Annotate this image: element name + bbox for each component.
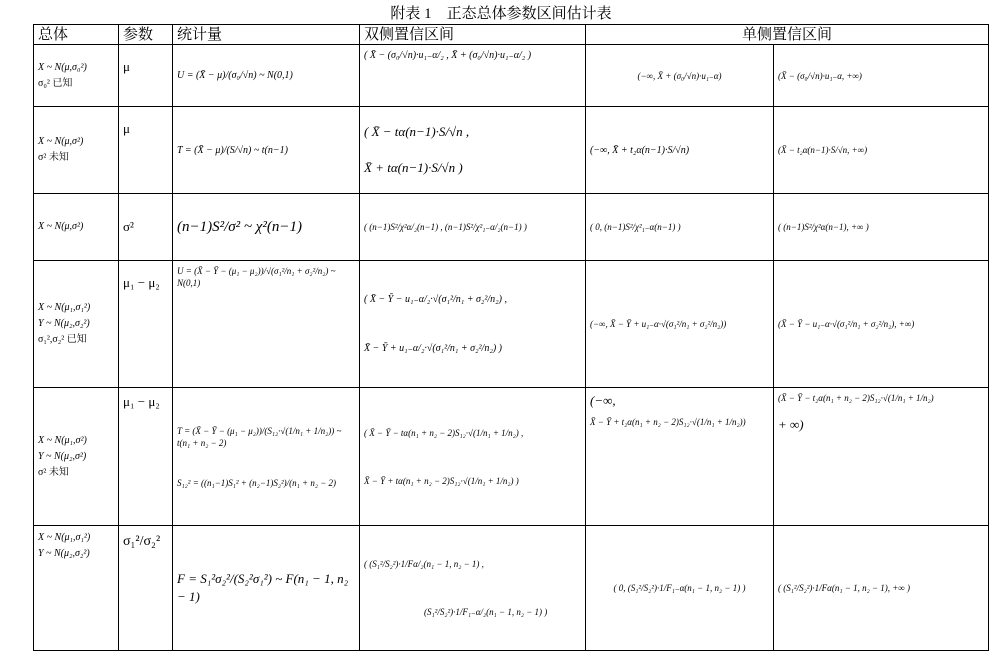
- header-one-sided: 单侧置信区间: [586, 25, 989, 45]
- one-sided-upper-cell: (X̄ − Ȳ − t₂α(n₁ + n₂ − 2)S₁₂·√(1/n₁ + 1/n₂) + ∞): [774, 388, 989, 526]
- parameter-cell: μ₁ − μ₂: [119, 388, 173, 526]
- two-sided-cell: ( X̄ − tα(n−1)·S/√n , X̄ + tα(n−1)·S/√n ): [360, 107, 586, 194]
- parameter-cell: μ: [119, 45, 173, 107]
- two-sided-cell: ( (S₁²/S₂²)·1/Fα/₂(n₁ − 1, n₂ − 1) , (S₁²/S₂²)·1/F₁₋α/₂(n₁ − 1, n₂ − 1) ): [360, 526, 586, 651]
- population-cell: X ~ N(μ₁,σ₁²) Y ~ N(μ₂,σ₂²) σ₁²,σ₂² 已知: [34, 261, 119, 388]
- parameter-cell: μ₁ − μ₂: [119, 261, 173, 388]
- table-row: [34, 45, 989, 107]
- one-sided-lower-cell: (−∞, X̄ + t₂α(n−1)·S/√n): [586, 107, 774, 194]
- one-sided-upper-cell: ( (n−1)S²/χ²α(n−1), +∞ ): [774, 194, 989, 261]
- parameter-cell: μ: [119, 107, 173, 194]
- table-row: [34, 107, 989, 194]
- statistic-cell: U = (X̄ − Ȳ − (μ₁ − μ₂))/√(σ₁²/n₁ + σ₂²/n₂) ~ N(0,1): [173, 261, 360, 388]
- population-cell: X ~ N(μ,σ₀²) σ₀² 已知: [34, 45, 119, 107]
- table-row: [34, 388, 989, 526]
- parameter-cell: σ²: [119, 194, 173, 261]
- confidence-interval-table: [33, 24, 989, 651]
- one-sided-lower-cell: (−∞, X̄ − Ȳ + t₂α(n₁ + n₂ − 2)S₁₂·√(1/n₁ + 1/n₂)): [586, 388, 774, 526]
- table-row: [34, 526, 989, 651]
- population-cell: X ~ N(μ,σ²): [34, 194, 119, 261]
- population-cell: X ~ N(μ₁,σ₁²) Y ~ N(μ₂,σ₂²): [34, 526, 119, 651]
- statistic-cell: T = (X̄ − Ȳ − (μ₁ − μ₂))/(S₁₂·√(1/n₁ + 1/n₂)) ~ t(n₁ + n₂ − 2) S₁₂² = ((n₁−1)S₁² + (n₂−1)S₂²)/(n₁ + n₂ − 2): [173, 388, 360, 526]
- statistic-cell: T = (X̄ − μ)/(S/√n) ~ t(n−1): [173, 107, 360, 194]
- one-sided-upper-cell: (X̄ − Ȳ − u₁₋α·√(σ₁²/n₁ + σ₂²/n₂), +∞): [774, 261, 989, 388]
- one-sided-lower-cell: (−∞, X̄ − Ȳ + u₁₋α·√(σ₁²/n₁ + σ₂²/n₂)): [586, 261, 774, 388]
- one-sided-lower-cell: ( 0, (S₁²/S₂²)·1/F₁₋α(n₁ − 1, n₂ − 1) ): [586, 526, 774, 651]
- two-sided-cell: ( X̄ − Ȳ − tα(n₁ + n₂ − 2)S₁₂·√(1/n₁ + 1/n₂) , X̄ − Ȳ + tα(n₁ + n₂ − 2)S₁₂·√(1/n₁ + 1/n₂) ): [360, 388, 586, 526]
- one-sided-upper-cell: ( (S₁²/S₂²)·1/Fα(n₁ − 1, n₂ − 1), +∞ ): [774, 526, 989, 651]
- one-sided-upper-cell: (X̄ − t₂α(n−1)·S/√n, +∞): [774, 107, 989, 194]
- one-sided-lower-cell: ( 0, (n−1)S²/χ²₁₋α(n−1) ): [586, 194, 774, 261]
- statistic-cell: (n−1)S²/σ² ~ χ²(n−1): [173, 194, 360, 261]
- population-cell: X ~ N(μ₁,σ²) Y ~ N(μ₂,σ²) σ² 未知: [34, 388, 119, 526]
- header-two-sided: 双侧置信区间: [360, 25, 586, 45]
- one-sided-lower-cell: (−∞, X̄ + (σ₀/√n)·u₁₋α): [586, 45, 774, 107]
- one-sided-upper-cell: (X̄ − (σ₀/√n)·u₁₋α, +∞): [774, 45, 989, 107]
- table-row: [34, 261, 989, 388]
- statistic-cell: F = S₁²σ₂²/(S₂²σ₁²) ~ F(n₁ − 1, n₂ − 1): [173, 526, 360, 651]
- parameter-cell: σ₁²/σ₂²: [119, 526, 173, 651]
- statistic-cell: U = (X̄ − μ)/(σ₀/√n) ~ N(0,1): [173, 45, 360, 107]
- two-sided-cell: ( X̄ − (σ₀/√n)·u₁₋α/₂ , X̄ + (σ₀/√n)·u₁₋α/₂ ): [360, 45, 586, 107]
- population-cell: X ~ N(μ,σ²) σ² 未知: [34, 107, 119, 194]
- table-row: [34, 194, 989, 261]
- two-sided-cell: ( X̄ − Ȳ − u₁₋α/₂·√(σ₁²/n₁ + σ₂²/n₂) , X̄ − Ȳ + u₁₋α/₂·√(σ₁²/n₁ + σ₂²/n₂) ): [360, 261, 586, 388]
- header-population: 总体: [34, 25, 119, 45]
- header-statistic: 统计量: [173, 25, 360, 45]
- two-sided-cell: ( (n−1)S²/χ²α/₂(n−1) , (n−1)S²/χ²₁₋α/₂(n−1) ): [360, 194, 586, 261]
- header-parameter: 参数: [119, 25, 173, 45]
- header-row: [34, 25, 989, 45]
- table-title: 附表 1 正态总体参数区间估计表: [390, 6, 612, 22]
